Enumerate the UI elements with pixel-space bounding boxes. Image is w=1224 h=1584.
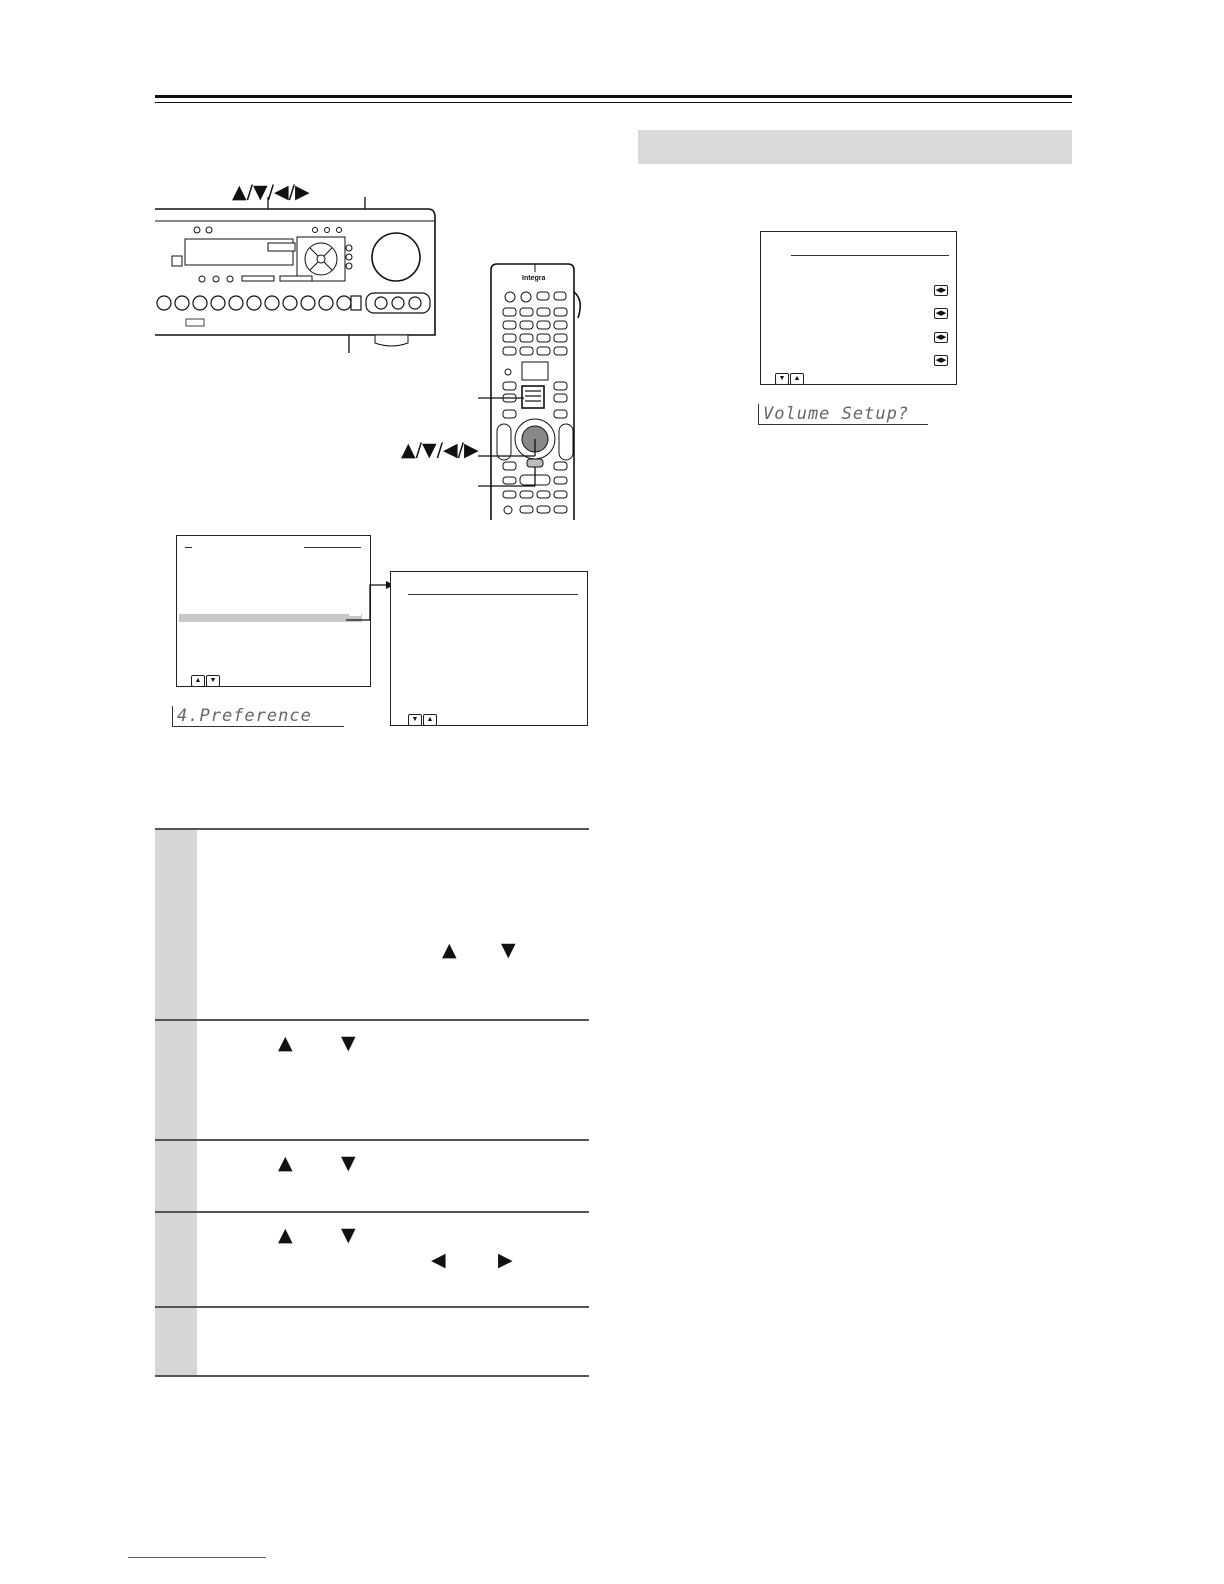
up-key-icon: ▲ bbox=[191, 675, 205, 687]
down-arrow-icon: ▼ bbox=[341, 1032, 356, 1054]
lcd-display-volume-setup: Volume Setup? bbox=[763, 404, 910, 424]
lcd-right-edge bbox=[758, 404, 759, 424]
down-key-icon: ▼ bbox=[775, 373, 789, 385]
lcd-left-underline bbox=[172, 726, 344, 727]
down-arrow-icon: ▼ bbox=[501, 939, 516, 961]
submenu-nav-keys bbox=[408, 708, 438, 726]
section-heading-band bbox=[638, 130, 1072, 164]
arrow-keys-label-remote: ▲/▼/◀/▶ bbox=[401, 439, 479, 461]
up-key-icon: ▲ bbox=[423, 714, 437, 726]
down-arrow-icon: ▼ bbox=[341, 1152, 356, 1174]
footer-link[interactable] bbox=[128, 1557, 266, 1558]
menu-highlight-row bbox=[179, 614, 362, 622]
volume-nav-keys bbox=[775, 367, 805, 385]
step-1-number-cell bbox=[155, 830, 197, 1019]
step-4 bbox=[155, 1211, 589, 1306]
down-arrow-icon: ▼ bbox=[341, 1224, 356, 1246]
step-2-number-cell bbox=[155, 1021, 197, 1139]
left-arrow-icon: ◀ bbox=[431, 1249, 446, 1271]
right-arrow-icon: ▶ bbox=[498, 1249, 513, 1271]
option-icon-4: ◀▶ bbox=[935, 357, 947, 364]
remote-control-illustration bbox=[396, 262, 592, 520]
up-arrow-icon: ▲ bbox=[278, 1152, 293, 1174]
setup-menu-screen bbox=[176, 535, 371, 687]
steps-bottom-rule bbox=[155, 1375, 589, 1377]
menu-title-mark bbox=[185, 547, 192, 548]
up-key-icon: ▲ bbox=[790, 373, 804, 385]
lcd-right-underline bbox=[758, 424, 928, 425]
up-arrow-icon: ▲ bbox=[278, 1224, 293, 1246]
step-3 bbox=[155, 1139, 589, 1211]
volume-title-rule bbox=[791, 255, 949, 256]
up-arrow-icon: ▲ bbox=[278, 1032, 293, 1054]
lcd-left-edge bbox=[172, 706, 173, 726]
up-arrow-icon: ▲ bbox=[442, 939, 457, 961]
option-icon-3: ◀▶ bbox=[935, 334, 947, 341]
arrow-keys-label-top: ▲/▼/◀/▶ bbox=[232, 181, 310, 203]
step-5-number-cell bbox=[155, 1308, 197, 1377]
procedure-steps bbox=[155, 828, 589, 1377]
volume-setup-screen bbox=[760, 231, 957, 385]
lcd-display-preference: 4.Preference bbox=[177, 706, 312, 726]
step-4-number-cell bbox=[155, 1213, 197, 1306]
menu-title-rule bbox=[304, 547, 361, 548]
step-5 bbox=[155, 1306, 589, 1377]
header-rule-thick bbox=[155, 95, 1072, 98]
option-icon-2: ◀▶ bbox=[935, 310, 947, 317]
option-icon-1: ◀▶ bbox=[935, 287, 947, 294]
down-key-icon: ▼ bbox=[206, 675, 220, 687]
step-1 bbox=[155, 828, 589, 1019]
step-2 bbox=[155, 1019, 589, 1139]
preference-submenu-screen bbox=[390, 571, 588, 726]
submenu-title-rule bbox=[408, 594, 578, 595]
header-rule-thin bbox=[155, 102, 1072, 103]
down-key-icon: ▼ bbox=[408, 714, 422, 726]
step-3-number-cell bbox=[155, 1141, 197, 1211]
menu-nav-keys bbox=[191, 669, 221, 687]
remote-brand-logo: Integra bbox=[522, 275, 546, 282]
